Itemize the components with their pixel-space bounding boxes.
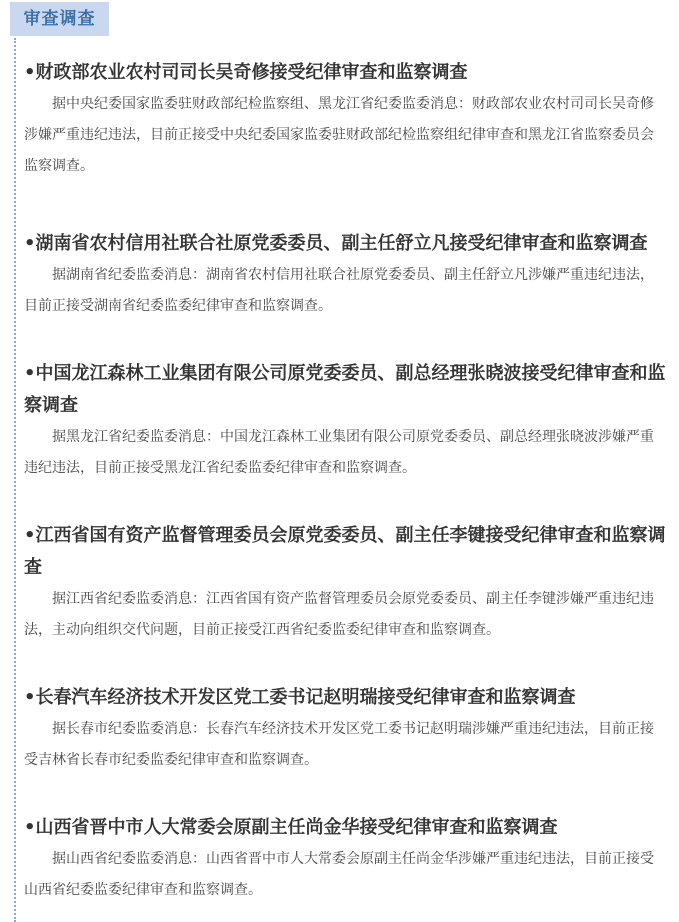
news-list (16, 38, 667, 906)
news-body: 据山西省纪委监委消息：山西省晋中市人大常委会原副主任尚金华涉嫌严重违纪违法，目前正接受山西省纪委监委纪律审查和监察调查。 (24, 851, 654, 898)
news-body: 据湖南省纪委监委消息：湖南省农村信用社联合社原党委委员、副主任舒立凡涉嫌严重违纪违法，目前正接受湖南省纪委监委纪律审查和监察调查。 (24, 267, 654, 314)
news-body: 据黑龙江省纪委监委消息：中国龙江森林工业集团有限公司原党委委员、副总经理张晓波涉嫌严重违纪违法，目前正接受黑龙江省纪委监委纪律审查和监察调查。 (24, 429, 654, 476)
news-body: 据江西省纪委监委消息：江西省国有资产监督管理委员会原党委委员、副主任李键涉嫌严重违纪违法，主动向组织交代问题，目前正接受江西省纪委监委纪律审查和监察调查。 (24, 591, 654, 638)
news-title: •财政部农业农村司司长吴奇修接受纪律审查和监察调查 (24, 62, 468, 83)
news-item (24, 484, 667, 646)
section-tag: 审查调查 (10, 2, 109, 36)
news-item (24, 182, 667, 322)
article-content (14, 38, 667, 922)
news-item (24, 776, 667, 906)
news-body: 据中央纪委国家监委驻财政部纪检监察组、黑龙江省纪委监委消息：财政部农业农村司司长吴奇修涉嫌严重违纪违法，目前正接受中央纪委国家监委驻财政部纪检监察组纪律审查和黑龙江省监察委员会监察调查。 (24, 96, 654, 174)
news-item (24, 646, 667, 776)
news-title: •湖南省农村信用社联合社原党委委员、副主任舒立凡接受纪律审查和监察调查 (24, 233, 648, 254)
news-title: •江西省国有资产监督管理委员会原党委委员、副主任李键接受纪律审查和监察调查 (24, 525, 666, 578)
news-body: 据长春市纪委监委消息：长春汽车经济技术开发区党工委书记赵明瑞涉嫌严重违纪违法，目前正接受吉林省长春市纪委监委纪律审查和监察调查。 (24, 721, 654, 768)
news-item (24, 38, 667, 182)
news-item (24, 322, 667, 484)
news-title: •山西省晋中市人大常委会原副主任尚金华接受纪律审查和监察调查 (24, 817, 558, 838)
news-title: •长春汽车经济技术开发区党工委书记赵明瑞接受纪律审查和监察调查 (24, 687, 576, 708)
news-title: •中国龙江森林工业集团有限公司原党委委员、副总经理张晓波接受纪律审查和监察调查 (24, 363, 666, 416)
